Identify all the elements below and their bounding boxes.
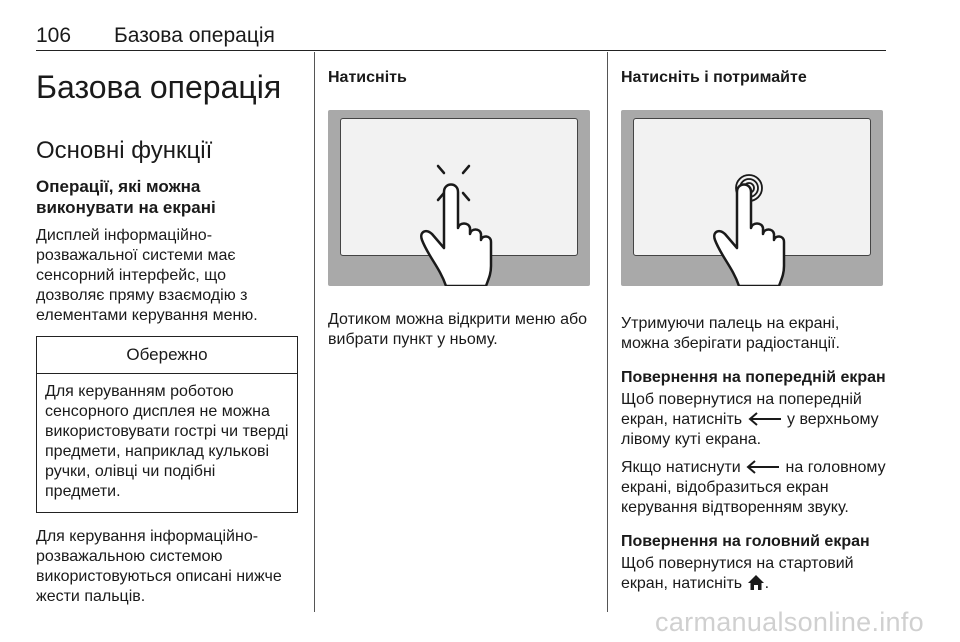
tap-description: Дотиком можна відкрити меню або вибрати пункт у ньому. bbox=[328, 311, 588, 348]
back-arrow-icon bbox=[747, 411, 783, 427]
gestures-paragraph: Для керування інформаційно-розважальною системою використовуються описані нижче жести пальців. bbox=[36, 528, 282, 605]
page-number: 106 bbox=[36, 24, 72, 47]
back-heading: Повернення на попередній екран bbox=[621, 369, 886, 386]
home-icon bbox=[747, 574, 765, 591]
caution-text: Для керуванням роботою сенсорного дисплея не можна використовувати гострі чи тверді предмети, наприклад кулькові ручки, олівці чи подібні предмети. bbox=[45, 383, 289, 500]
subsection-title: Основні функції bbox=[36, 137, 213, 164]
back-paragraph: Щоб повернутися на попередній екран, натисніть у верхньому лівому куті екрана. bbox=[621, 391, 879, 448]
hold-gesture-illustration bbox=[621, 110, 883, 286]
tap-heading: Натисніть bbox=[328, 69, 407, 86]
caution-box bbox=[36, 336, 298, 513]
home-heading: Повернення на головний екран bbox=[621, 533, 870, 550]
hold-heading: Натисніть і потримайте bbox=[621, 69, 807, 86]
tap-hand-icon bbox=[328, 110, 590, 286]
watermark: carmanualsonline.info bbox=[655, 607, 924, 637]
running-title: Базова операція bbox=[114, 24, 275, 47]
press-hold-hand-icon bbox=[621, 110, 883, 286]
column-divider bbox=[314, 52, 315, 612]
topic-heading: Операції, які можна виконувати на екрані bbox=[36, 177, 216, 217]
intro-paragraph: Дисплей інформаційно-розважальної системи має сенсорний інтерфейс, що дозволяє пряму взаємодію з елементами керування меню. bbox=[36, 227, 258, 324]
hold-description: Утримуючи палець на екрані, можна зберігати радіостанції. bbox=[621, 315, 840, 352]
back-arrow-icon bbox=[745, 459, 781, 475]
back-main-paragraph: Якщо натиснути на головному екрані, відобразиться екран керування відтворенням звуку. bbox=[621, 459, 886, 516]
section-title: Базова операція bbox=[36, 69, 282, 105]
caution-title: Обережно bbox=[37, 337, 297, 374]
column-1 bbox=[36, 58, 298, 607]
column-2 bbox=[328, 58, 590, 350]
column-3 bbox=[621, 58, 887, 594]
page-header bbox=[36, 20, 886, 51]
column-divider bbox=[607, 52, 608, 612]
tap-gesture-illustration bbox=[328, 110, 590, 286]
home-paragraph: Щоб повернутися на стартовий екран, натисніть . bbox=[621, 555, 854, 592]
